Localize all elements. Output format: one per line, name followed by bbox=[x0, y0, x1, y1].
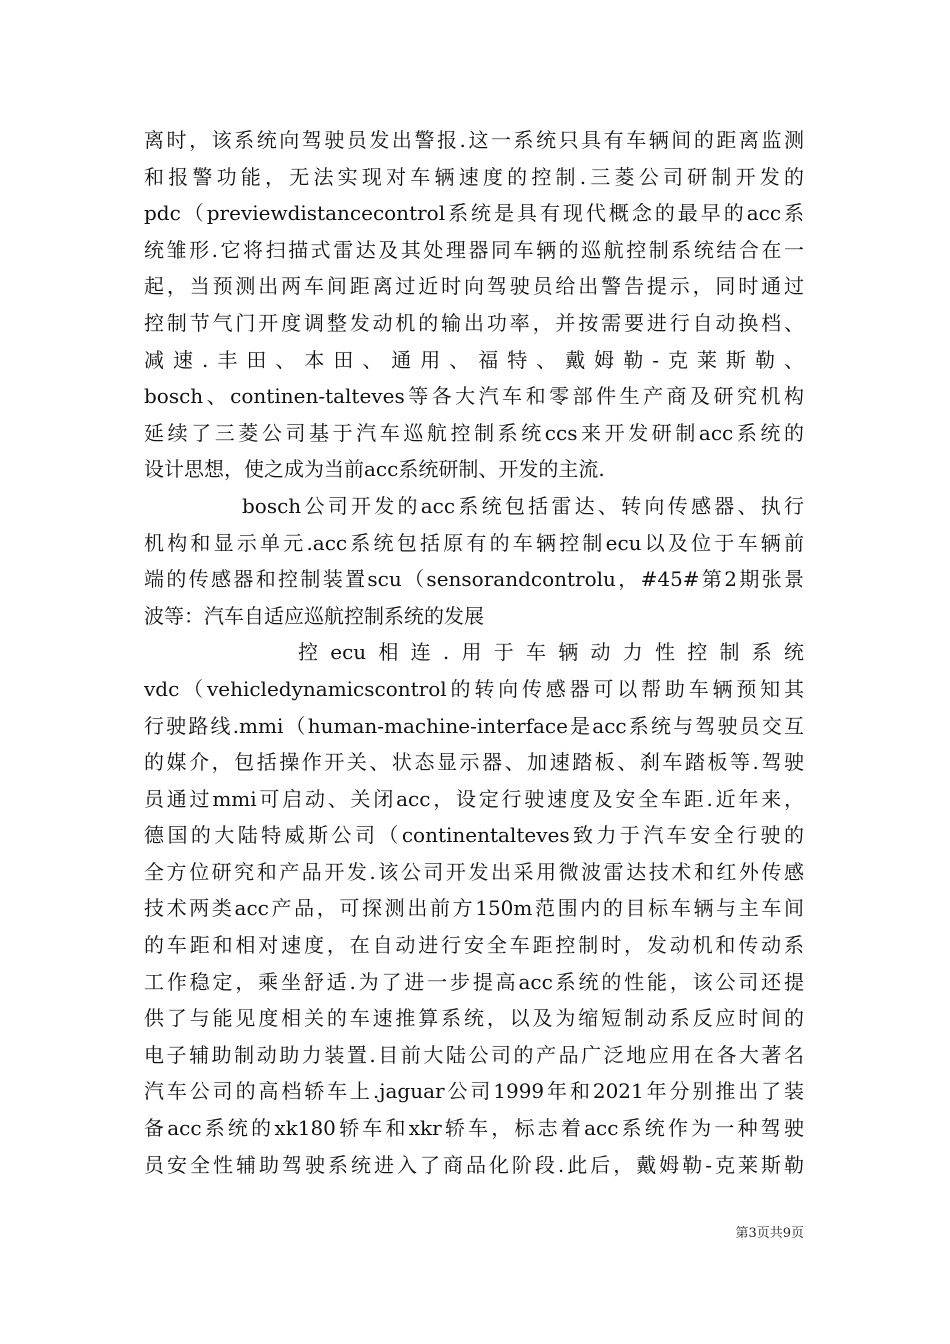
text-line: 的媒介，包括操作开关、状态显示器、加速踏板、刹车踏板等.驾驶 bbox=[144, 750, 804, 775]
text-line: 的车距和相对速度，在自动进行安全车距控制时，发动机和传动系 bbox=[144, 933, 804, 958]
text-line: 员安全性辅助驾驶系统进入了商品化阶段.此后，戴姆勒-克莱斯勒 bbox=[144, 1152, 804, 1177]
text-line: 减速.丰田、本田、通用、福特、戴姆勒-克莱斯勒、 bbox=[144, 347, 804, 372]
text-line: bosch、continen-talteves等各大汽车和零部件生产商及研究机构 bbox=[144, 384, 804, 409]
text-line: 延续了三菱公司基于汽车巡航控制系统ccs来开发研制acc系统的 bbox=[144, 420, 804, 445]
text-line: 起，当预测出两车间距离过近时向驾驶员给出警告提示，同时通过 bbox=[144, 274, 804, 299]
text-line: 电子辅助制动助力装置.目前大陆公司的产品广泛地应用在各大著名 bbox=[144, 1042, 804, 1067]
text-line: 技术两类acc产品，可探测出前方150m范围内的目标车辆与主车间 bbox=[144, 896, 804, 921]
text-line: bosch公司开发的acc系统包括雷达、转向传感器、执行 bbox=[242, 493, 804, 518]
text-line: 离时，该系统向驾驶员发出警报.这一系统只具有车辆间的距离监测 bbox=[144, 128, 804, 152]
text-line: 和报警功能，无法实现对车辆速度的控制.三菱公司研制开发的 bbox=[144, 164, 804, 189]
text-line: 工作稳定，乘坐舒适.为了进一步提高acc系统的性能，该公司还提 bbox=[144, 969, 804, 994]
text-line: 汽车公司的高档轿车上.jaguar公司1999年和2021年分别推出了装 bbox=[144, 1079, 804, 1104]
text-line: 波等：汽车自适应巡航控制系统的发展 bbox=[144, 603, 484, 628]
text-line: 全方位研究和产品开发.该公司开发出采用微波雷达技术和红外传感 bbox=[144, 859, 804, 884]
text-line: 行驶路线.mmi（human-machine-interface是acc系统与驾驶员交互 bbox=[144, 713, 804, 738]
text-line: vdc（vehicledynamicscontrol的转向传感器可以帮助车辆预知其 bbox=[144, 676, 804, 701]
text-line: 供了与能见度相关的车速推算系统，以及为缩短制动系反应时间的 bbox=[144, 1006, 804, 1031]
text-line: 控ecu相连.用于车辆动力性控制系统 bbox=[298, 640, 804, 665]
page-number: 第3页共9页 bbox=[735, 1226, 804, 1241]
text-line: pdc（previewdistancecontrol系统是具有现代概念的最早的acc系 bbox=[144, 201, 804, 226]
text-line: 员通过mmi可启动、关闭acc，设定行驶速度及安全车距.近年来， bbox=[144, 786, 804, 811]
text-line: 设计思想，使之成为当前acc系统研制、开发的主流. bbox=[144, 457, 605, 482]
text-line: 控制节气门开度调整发动机的输出功率，并按需要进行自动换档、 bbox=[144, 310, 804, 335]
text-line: 端的传感器和控制装置scu（sensorandcontrolu，#45#第2期张景 bbox=[144, 567, 804, 592]
text-line: 德国的大陆特威斯公司（continentalteves致力于汽车安全行驶的 bbox=[144, 823, 804, 848]
body-text bbox=[144, 122, 804, 1183]
text-line: 统雏形.它将扫描式雷达及其处理器同车辆的巡航控制系统结合在一 bbox=[144, 237, 804, 262]
text-line: 备acc系统的xk180轿车和xkr轿车，标志着acc系统作为一种驾驶 bbox=[144, 1116, 804, 1141]
text-line: 机构和显示单元.acc系统包括原有的车辆控制ecu以及位于车辆前 bbox=[144, 530, 804, 555]
